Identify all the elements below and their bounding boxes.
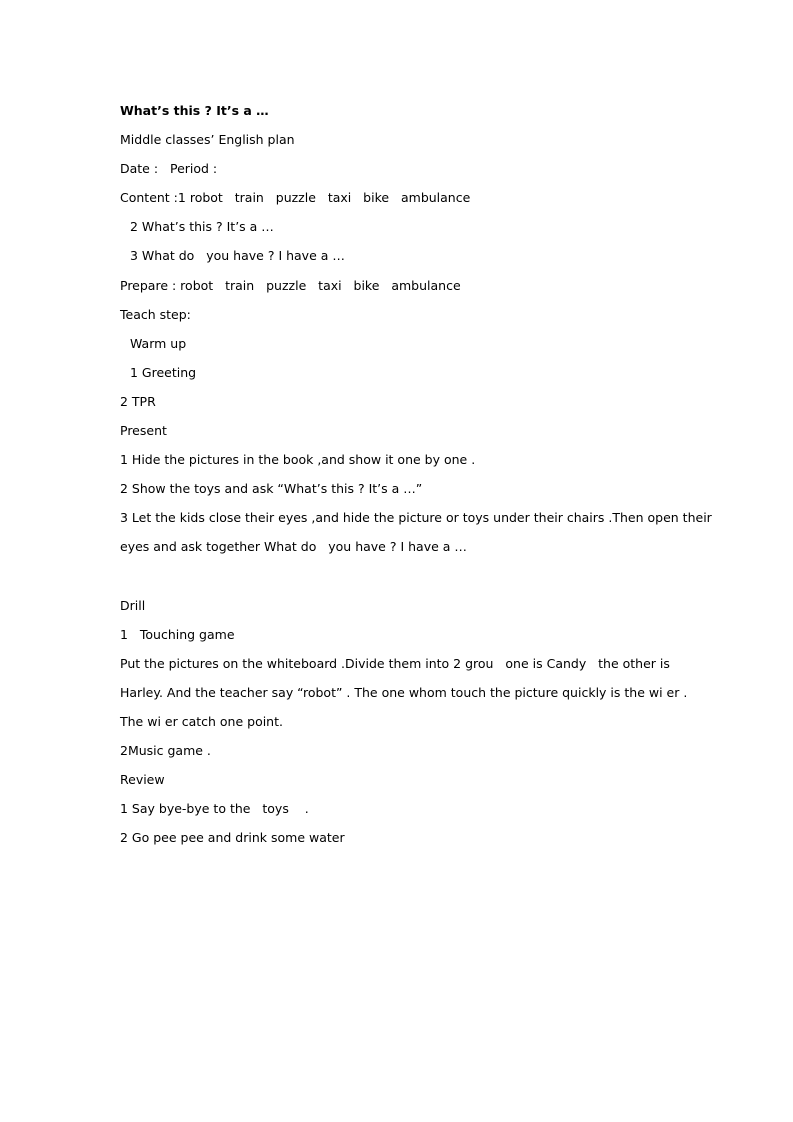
tpr-line: 2 TPR [120, 393, 156, 409]
drill-text-3: The wi er catch one point. [120, 713, 283, 729]
drill-text-1: Put the pictures on the whiteboard .Divide them into 2 grou one is Candy the other is [120, 655, 670, 671]
present-heading: Present [120, 423, 167, 439]
present-item-1: 1 Hide the pictures in the book ,and show it one by one . [120, 452, 476, 468]
review-heading: Review [120, 772, 165, 788]
present-item-3a: 3 Let the kids close their eyes ,and hide the picture or toys under their chairs .Then open their [120, 510, 712, 526]
teach-step-heading: Teach step: [120, 306, 191, 322]
date-period-line: Date : Period : [120, 161, 218, 177]
document-title: What’s this ? It’s a … [120, 103, 269, 118]
drill-heading: Drill [120, 597, 146, 613]
present-item-3b: eyes and ask together What do you have ? I have a … [120, 539, 467, 555]
review-item-2: 2 Go pee pee and drink some water [120, 830, 345, 846]
blank-line [120, 566, 700, 595]
drill-text-2: Harley. And the teacher say “robot” . The one whom touch the picture quickly is the wi er . [120, 684, 688, 700]
greeting-line: 1 Greeting [130, 364, 197, 380]
present-item-2: 2 Show the toys and ask “What’s this ? It’s a …” [120, 481, 423, 497]
prepare-line: Prepare : robot train puzzle taxi bike ambulance [120, 277, 461, 293]
content-line-1: Content :1 robot train puzzle taxi bike ambulance [120, 190, 471, 206]
warm-up-line: Warm up [130, 335, 187, 351]
drill-item-1: 1 Touching game [120, 626, 235, 642]
content-line-3: 3 What do you have ? I have a … [130, 248, 345, 264]
content-line-2: 2 What’s this ? It’s a … [130, 219, 274, 235]
review-item-1: 1 Say bye-bye to the toys . [120, 801, 309, 817]
document-subtitle: Middle classes’ English plan [120, 132, 295, 148]
document-body [120, 100, 712, 856]
drill-item-2: 2Music game . [120, 743, 211, 759]
